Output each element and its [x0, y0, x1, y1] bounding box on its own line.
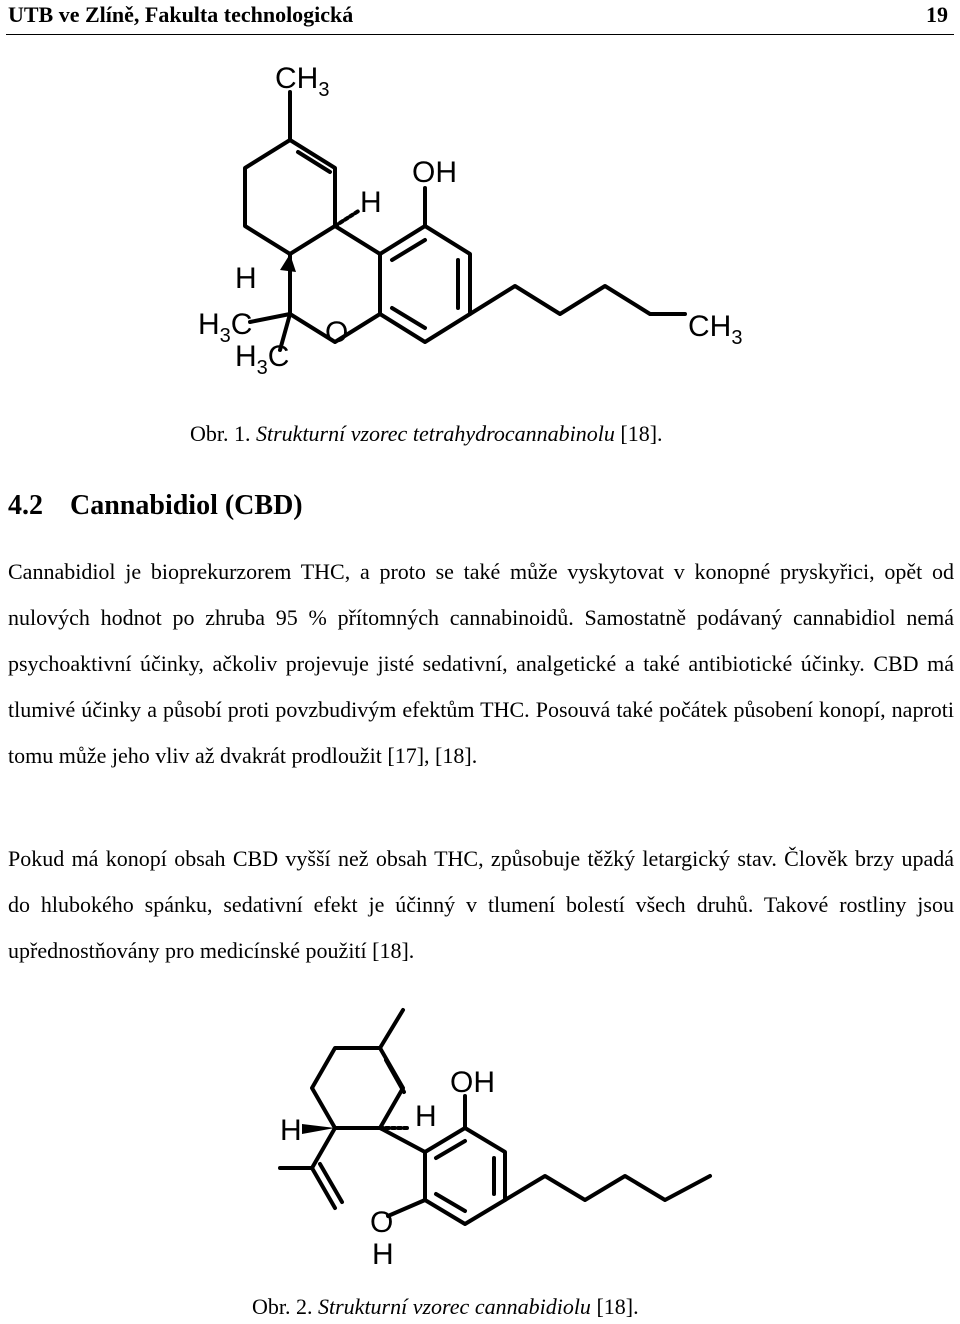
thc-ch3-right-label: $CH_3$	[688, 310, 743, 349]
thc-o-label: O	[325, 316, 349, 349]
page-number: 19	[926, 2, 948, 27]
thc-h-upper-label: H	[360, 186, 382, 219]
cbd-h-bottom-label: H	[372, 1238, 394, 1270]
thc-pentyl-chain	[470, 286, 685, 314]
cbd-h-left-label: H	[280, 1114, 302, 1147]
page-header	[6, 0, 954, 35]
figure1-caption-prefix: Obr. 1.	[190, 421, 251, 446]
cbd-isopropenyl-double	[320, 1164, 342, 1202]
section-number: 4.2	[8, 490, 43, 521]
cbd-oh-label: OH	[450, 1066, 495, 1099]
cbd-structure-figure	[270, 1000, 730, 1270]
thc-ch3-top-label: $CH_3$	[275, 62, 330, 101]
section-heading	[8, 490, 303, 522]
figure1-caption-title: Strukturní vzorec tetrahydrocannabinolu	[256, 421, 615, 446]
cbd-o-label: O	[370, 1206, 394, 1239]
thc-h3c-2-label: $H_3C$	[235, 340, 290, 379]
cbd-pentyl-chain	[505, 1176, 710, 1200]
cbd-h-right-label: H	[415, 1100, 437, 1133]
cbd-double-bond	[386, 1060, 404, 1092]
cbd-ring-a	[312, 1048, 403, 1128]
paragraph-2: Pokud má konopí obsah CBD vyšší než obsah THC, způsobuje těžký letargický stav. Člověk brzy upadá do hlubokého spánku, sedativní efekt je účinný v tlumení bolestí všech druhů. Takové rostliny jsou upřednostňovány pro medicínské použití [18].	[8, 846, 954, 963]
thc-h3c-1-label: $H_3C$	[198, 308, 253, 347]
thc-ring-a	[245, 92, 335, 254]
section-title: Cannabidiol (CBD)	[70, 490, 303, 521]
thc-h-lower-label: H	[235, 262, 257, 295]
figure1-caption	[190, 421, 663, 447]
paragraph-1: Cannabidiol je bioprekurzorem THC, a proto se také může vyskytovat v konopné pryskyřici, opět od nulových hodnot po zhruba 95 % přítomných cannabinoidů. Samostatně podávaný cannabidiol nemá psychoaktivní účinky, ačkoliv projevuje jisté sedativní, analgetické a také antibiotické účinky. CBD má tlumivé účinky a působí proti povzbudivým efektům THC. Posouvá také počátek působení konopí, naproti tomu může jeho vliv až dvakrát prodloužit [17], [18].	[8, 559, 954, 768]
thc-hashed-bond	[335, 210, 360, 226]
figure2-caption-ref: [18].	[596, 1294, 639, 1319]
header-title: UTB ve Zlíně, Fakulta technologická	[8, 2, 354, 27]
figure2-caption-prefix: Obr. 2.	[252, 1294, 313, 1319]
thc-structure-figure	[180, 60, 780, 390]
cbd-methyl-bond	[380, 1010, 403, 1048]
figure2-caption-title: Strukturní vzorec cannabidiolu	[318, 1294, 591, 1319]
cbd-isopropenyl-bond-1	[312, 1128, 335, 1168]
thc-methyl-bond-1	[250, 314, 290, 322]
figure2-caption	[252, 1294, 639, 1320]
thc-oh-label: OH	[412, 156, 457, 189]
cbd-stereo-wedge	[302, 1124, 335, 1134]
figure1-caption-ref: [18].	[620, 421, 663, 446]
cbd-oh-bottom-bond	[388, 1200, 425, 1216]
